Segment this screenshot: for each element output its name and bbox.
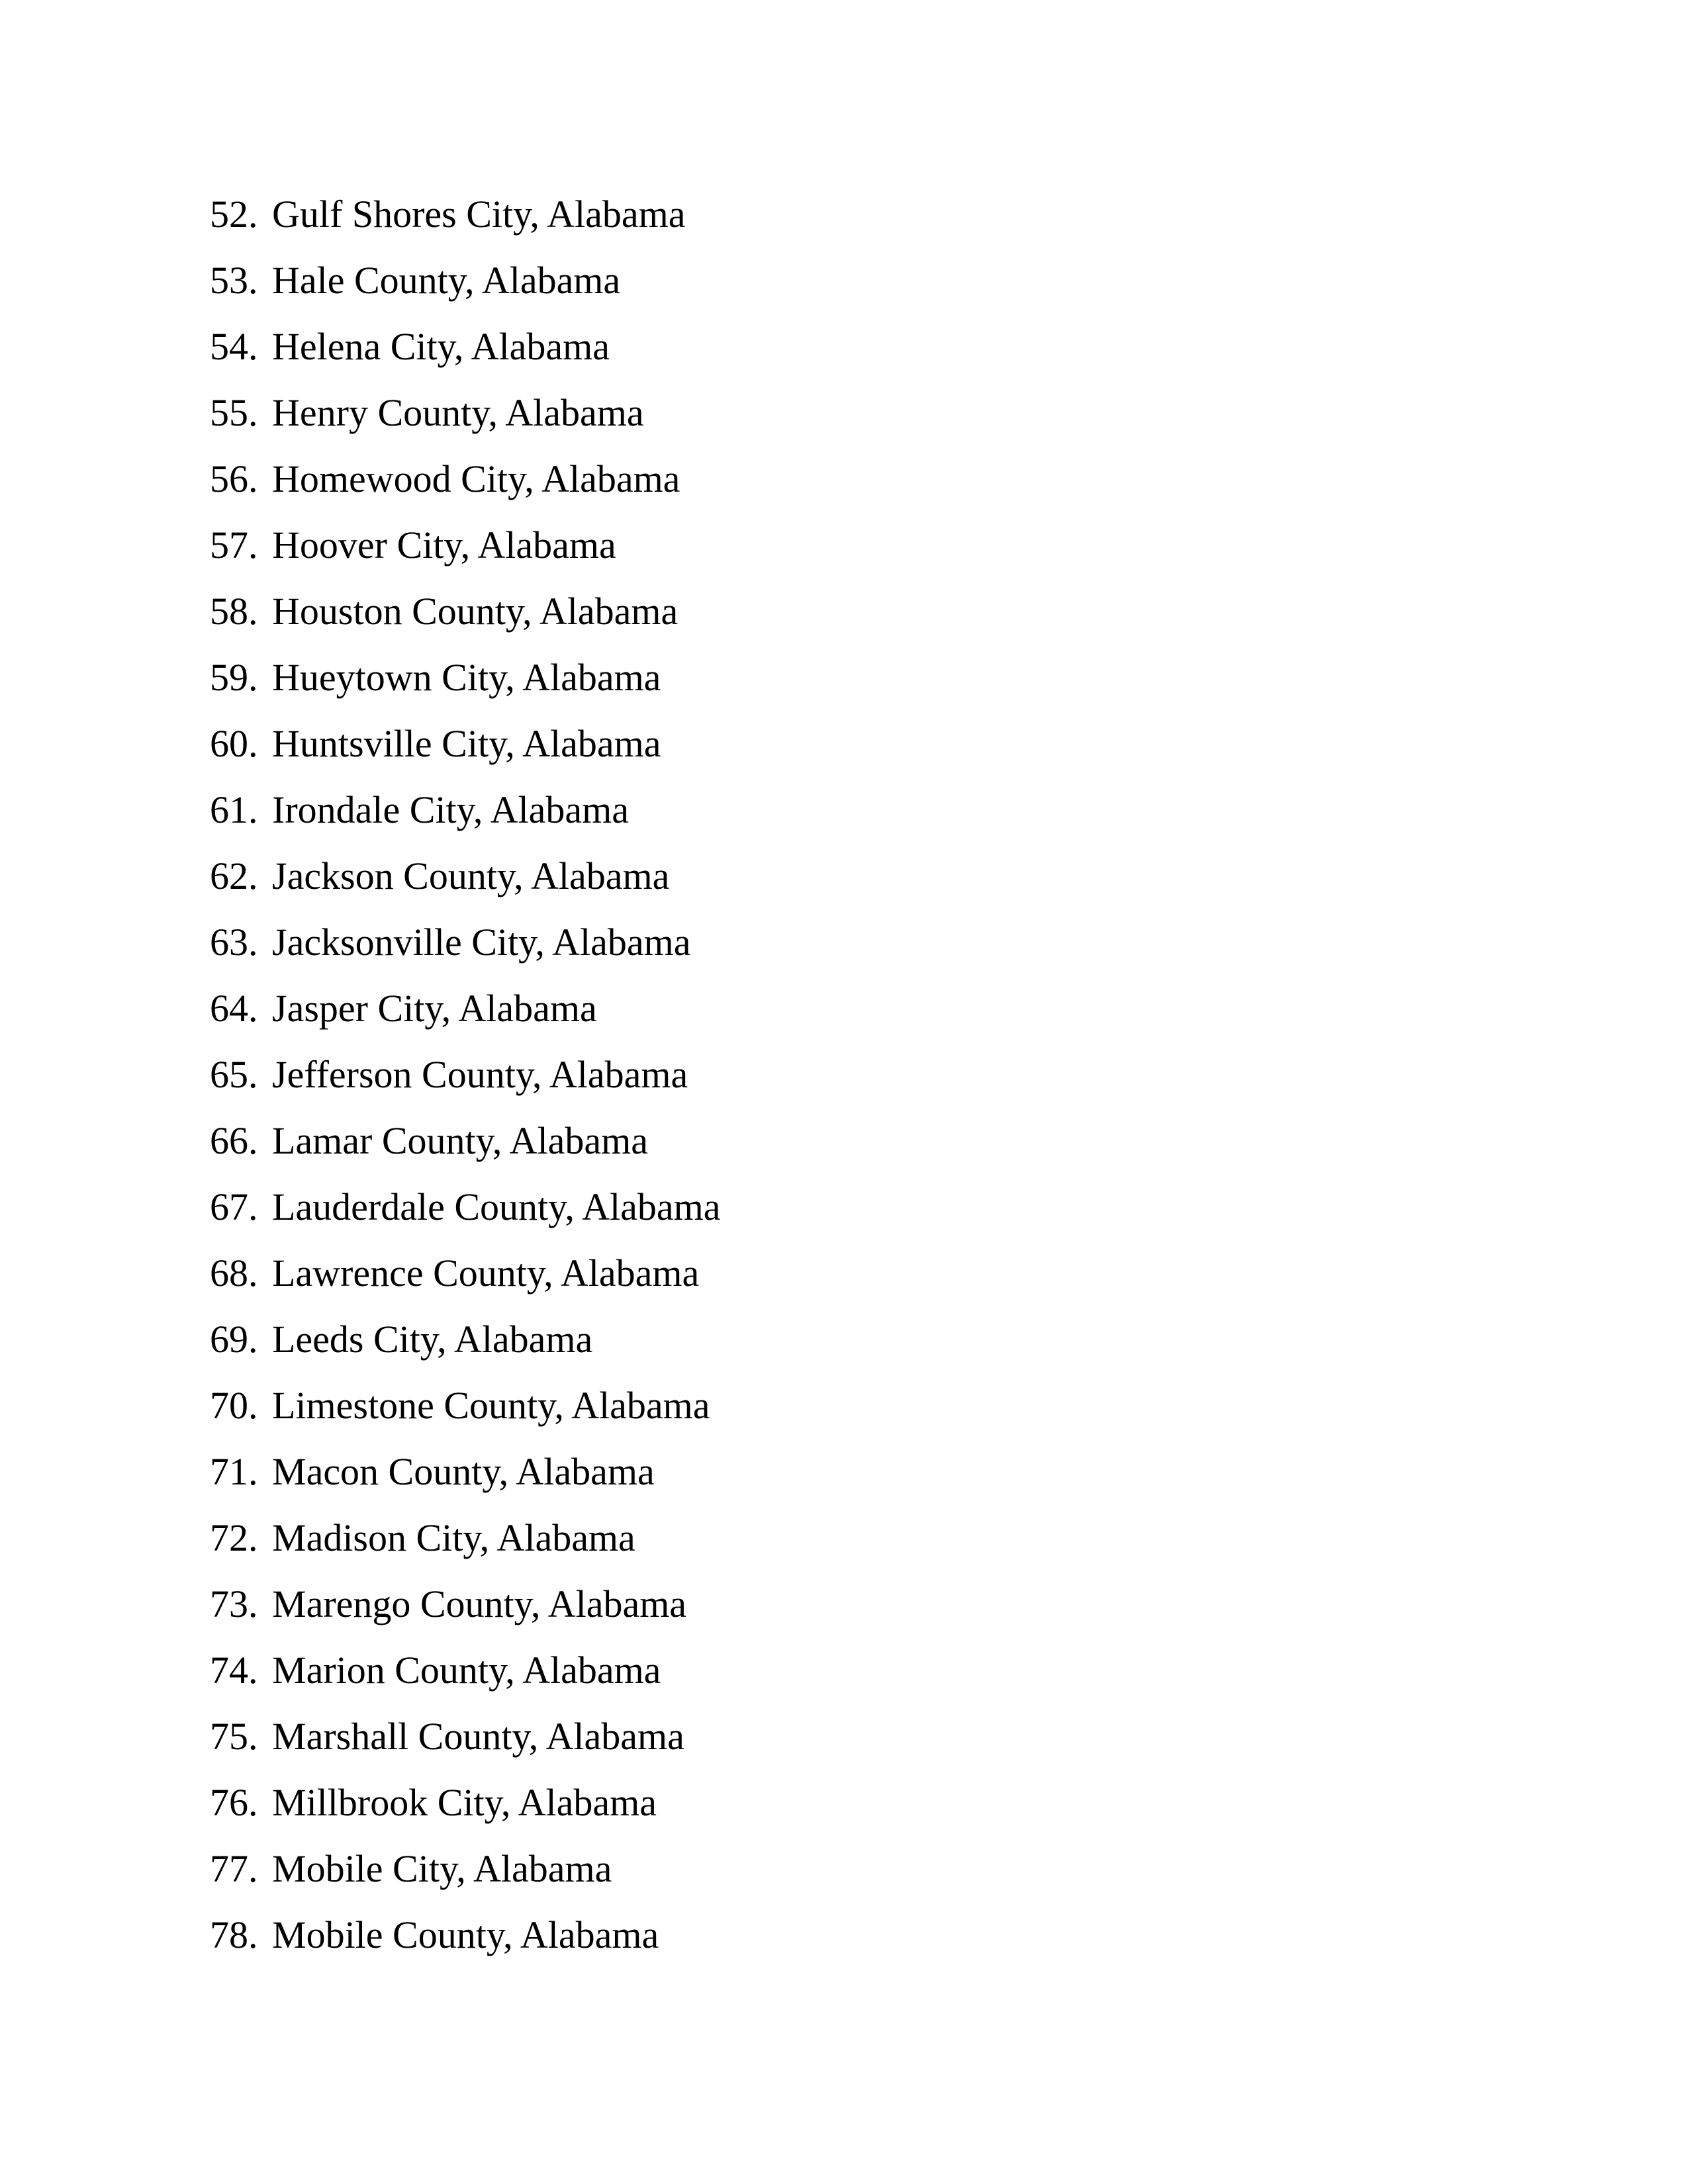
list-item-number: 60. (210, 722, 258, 765)
list-item-text: Gulf Shores City, Alabama (272, 193, 686, 236)
list-item-number: 71. (210, 1450, 258, 1493)
list-item (210, 325, 721, 394)
list-item-text: Hoover City, Alabama (272, 523, 616, 567)
list-item-text: Limestone County, Alabama (272, 1384, 710, 1427)
list-item-number: 65. (210, 1053, 258, 1096)
list-item-text: Macon County, Alabama (272, 1450, 655, 1493)
list-item-text: Lawrence County, Alabama (272, 1251, 700, 1295)
list-item (210, 1053, 721, 1122)
list-item (210, 656, 721, 725)
list-item-number: 78. (210, 1913, 258, 1956)
list-item (210, 1913, 721, 1982)
list-item (210, 1847, 721, 1916)
list-item-number: 52. (210, 193, 258, 236)
list-item-number: 72. (210, 1516, 258, 1559)
list-item-text: Millbrook City, Alabama (272, 1781, 657, 1824)
list-item-number: 57. (210, 523, 258, 567)
list-item-text: Marshall County, Alabama (272, 1715, 684, 1758)
list-item-number: 54. (210, 325, 258, 368)
list-item (210, 1320, 721, 1387)
list-item (210, 1450, 721, 1519)
list-item (210, 1119, 721, 1188)
numbered-list (210, 195, 721, 1982)
list-item-text: Hueytown City, Alabama (272, 656, 661, 699)
list-item-number: 63. (210, 921, 258, 964)
list-item-number: 59. (210, 656, 258, 699)
list-item-text: Jasper City, Alabama (272, 987, 597, 1030)
list-item-number: 66. (210, 1119, 258, 1162)
list-item (210, 989, 721, 1056)
list-item-number: 55. (210, 391, 258, 434)
list-item (210, 391, 721, 460)
list-item (210, 854, 721, 923)
list-item (210, 788, 721, 857)
list-item (210, 1717, 721, 1784)
list-item (210, 1582, 721, 1651)
list-item-number: 75. (210, 1715, 258, 1758)
list-item-text: Jackson County, Alabama (272, 854, 670, 897)
list-item-text: Marion County, Alabama (272, 1649, 661, 1692)
list-item-number: 74. (210, 1649, 258, 1692)
list-item (210, 195, 721, 261)
list-item-number: 68. (210, 1251, 258, 1295)
list-item (210, 1185, 721, 1254)
list-item (210, 1251, 721, 1320)
list-item-text: Irondale City, Alabama (272, 788, 630, 831)
list-item-text: Madison City, Alabama (272, 1516, 635, 1559)
list-item-text: Mobile County, Alabama (272, 1913, 659, 1956)
list-item-number: 64. (210, 987, 258, 1030)
list-item-number: 53. (210, 259, 258, 302)
list-item-text: Marengo County, Alabama (272, 1582, 687, 1625)
list-item-text: Henry County, Alabama (272, 391, 644, 434)
list-item (210, 457, 721, 526)
list-item-number: 70. (210, 1384, 258, 1427)
list-item (210, 523, 721, 592)
list-item-number: 67. (210, 1185, 258, 1228)
list-item-text: Lauderdale County, Alabama (272, 1185, 721, 1228)
list-item (210, 1384, 721, 1453)
list-item-number: 77. (210, 1847, 258, 1890)
list-item-number: 76. (210, 1781, 258, 1824)
list-item-number: 61. (210, 788, 258, 831)
list-item-number: 69. (210, 1318, 258, 1361)
list-item (210, 592, 721, 659)
list-item-text: Mobile City, Alabama (272, 1847, 612, 1890)
list-item (210, 1781, 721, 1850)
list-item (210, 261, 721, 328)
list-item-text: Huntsville City, Alabama (272, 722, 661, 765)
list-item-text: Jefferson County, Alabama (272, 1053, 688, 1096)
list-item-number: 73. (210, 1582, 258, 1625)
list-item (210, 1651, 721, 1717)
list-item-number: 62. (210, 854, 258, 897)
list-item-text: Leeds City, Alabama (272, 1318, 593, 1361)
list-item-number: 58. (210, 590, 258, 633)
list-item-text: Jacksonville City, Alabama (272, 921, 691, 964)
list-item (210, 923, 721, 989)
list-item-text: Homewood City, Alabama (272, 457, 680, 500)
list-item (210, 1516, 721, 1585)
list-item-number: 56. (210, 457, 258, 500)
list-item-text: Lamar County, Alabama (272, 1119, 649, 1162)
list-item-text: Hale County, Alabama (272, 259, 621, 302)
list-item-text: Houston County, Alabama (272, 590, 679, 633)
list-item-text: Helena City, Alabama (272, 325, 610, 368)
list-item (210, 722, 721, 791)
